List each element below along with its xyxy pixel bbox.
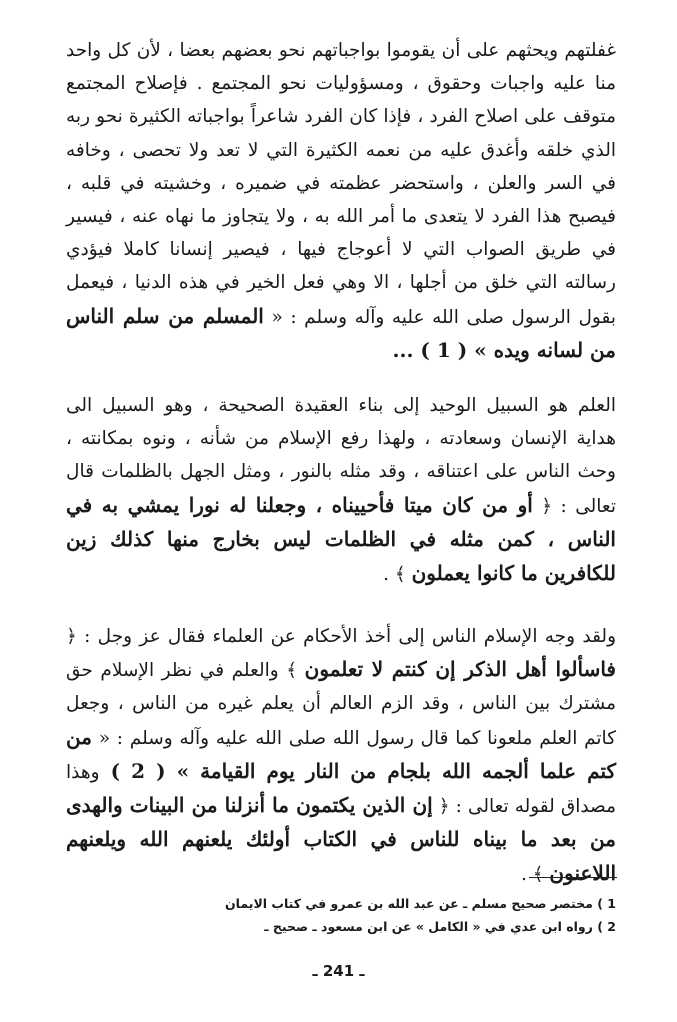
paragraph-3-text-a: ولقد وجه الإسلام الناس إلى أخذ الأحكام عن العلماء فقال عز وجل : ﴿ — [66, 626, 616, 647]
quran-verse-3: إن الذين يكتمون ما أنزلنا من البينات والهدى من بعد ما بيناه للناس في الكتاب أولئك يلعنهم الله ويلعنهم اللاعنون — [66, 793, 616, 886]
page-number: ـ 241 ـ — [312, 962, 365, 980]
hadith-quote-2: من كتم علما ألجمه الله بلجام من النار يوم القيامة — [66, 724, 616, 783]
quran-verse-2: فاسألوا أهل الذكر إن كنتم لا تعلمون — [304, 657, 616, 682]
paragraph-1 — [66, 34, 616, 364]
paragraph-2-text: العلم هو السبيل الوحيد إلى بناء العقيدة الصحيحة ، وهو السبيل الى هداية الإنسان وسعادته ، ولهذا رفع الإسلام من شأنه ، ونوه بمكانته ، وحث الناس على اعتناقه ، وقد مثله بالنور ، ومثل الجهل بالظلمات قال تعالى : ﴿ — [66, 395, 616, 517]
footnote-ref-1: » ( 1 ) ... — [392, 337, 494, 362]
footnote-2: 2 ) رواه ابن عدي في « الكامل » عن ابن مسعود ـ صحيح ـ — [264, 919, 616, 934]
paragraph-3-text-b: ﴾ والعلم في نظر الإسلام حق مشترك بين الناس ، وقد الزم العالم أن يعلم غيره من الناس ، وجعل كاتم العلم ملعونا كما قال رسول الله صلى الله عليه وآله وسلم : « — [66, 660, 616, 749]
paragraph-1-text: غفلتهم ويحثهم على أن يقوموا بواجباتهم نحو بعضهم بعضا ، لأن كل واحد منا عليه واجبات وحقوق ، ومسؤوليات نحو المجتمع . فإصلاح المجتمع متوقف على اصلاح الفرد ، فإذا كان الفرد شاعراً بواجباته الكثيرة نحو ربه الذي خلقه وأغدق عليه من نعمه الكثيرة التي لا تعد ولا تحصى ، وخافه في السر والعلن ، واستحضر عظمته في ضميره ، وخشيته في قلبه ، فيصبح هذا الفرد لا يتعدى ما أمر الله به ، ولا يتجاوز ما نهاه عنه ، فيسير في طريق الصواب التي لا أعوجاج فيها ، فيصير إنسانا كاملا فيؤدي رسالته التي خلق من أجلها ، الا وهي فعل الخير في هذه الدنيا ، فيعمل بقول الرسول صلى الله عليه وآله وسلم : « — [66, 40, 616, 328]
verse-close-3: ﴾ . — [520, 864, 550, 886]
paragraph-3-text-c: وهذا مصداق لقوله تعالى : ﴿ — [66, 761, 616, 818]
footnote-ref-2: » ( 2 ) — [99, 758, 201, 783]
paragraph-3 — [66, 620, 616, 896]
footnote-separator — [529, 877, 617, 878]
footnote-1: 1 ) مختصر صحيح مسلم ـ عن عبد الله بن عمرو في كتاب الايمان — [225, 896, 616, 911]
paragraph-2 — [66, 389, 616, 593]
hadith-quote-1: المسلم من سلم الناس من لسانه ويده — [66, 303, 616, 362]
page-body — [66, 34, 616, 896]
quran-verse-1: أو من كان ميتا فأحييناه ، وجعلنا له نورا يمشي به في الناس ، كمن مثله في الظلمات ليس بخارج منها كذلك زين للكافرين ما كانوا يعملون — [66, 492, 616, 586]
footnotes — [66, 892, 616, 938]
verse-close-1: ﴾ . — [383, 564, 412, 586]
